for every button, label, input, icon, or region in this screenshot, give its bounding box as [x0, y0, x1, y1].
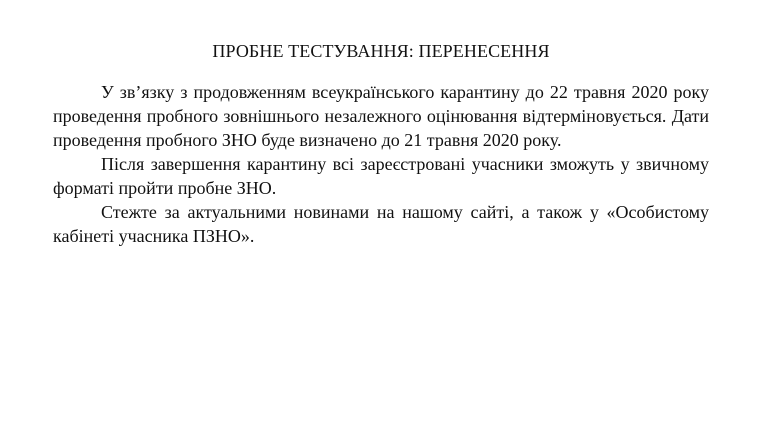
page-title: ПРОБНЕ ТЕСТУВАННЯ: ПЕРЕНЕСЕННЯ [212, 41, 550, 61]
paragraph-after-quarantine: Після завершення карантину всі зареєстровані учасники зможуть у звичному форматі пройти пробне ЗНО. [53, 154, 709, 198]
document-body [53, 38, 709, 248]
paragraph-postponement: У зв’язку з продовженням всеукраїнського карантину до 22 травня 2020 року проведення пробного зовнішнього незалежного оцінювання відтерміновується. Дати проведення пробного ЗНО буде визначено до 21 травня 2020 року. [53, 82, 709, 150]
paragraph-follow-news: Стежте за актуальними новинами на нашому сайті, а також у «Особистому кабінеті учасника ПЗНО». [53, 202, 709, 246]
